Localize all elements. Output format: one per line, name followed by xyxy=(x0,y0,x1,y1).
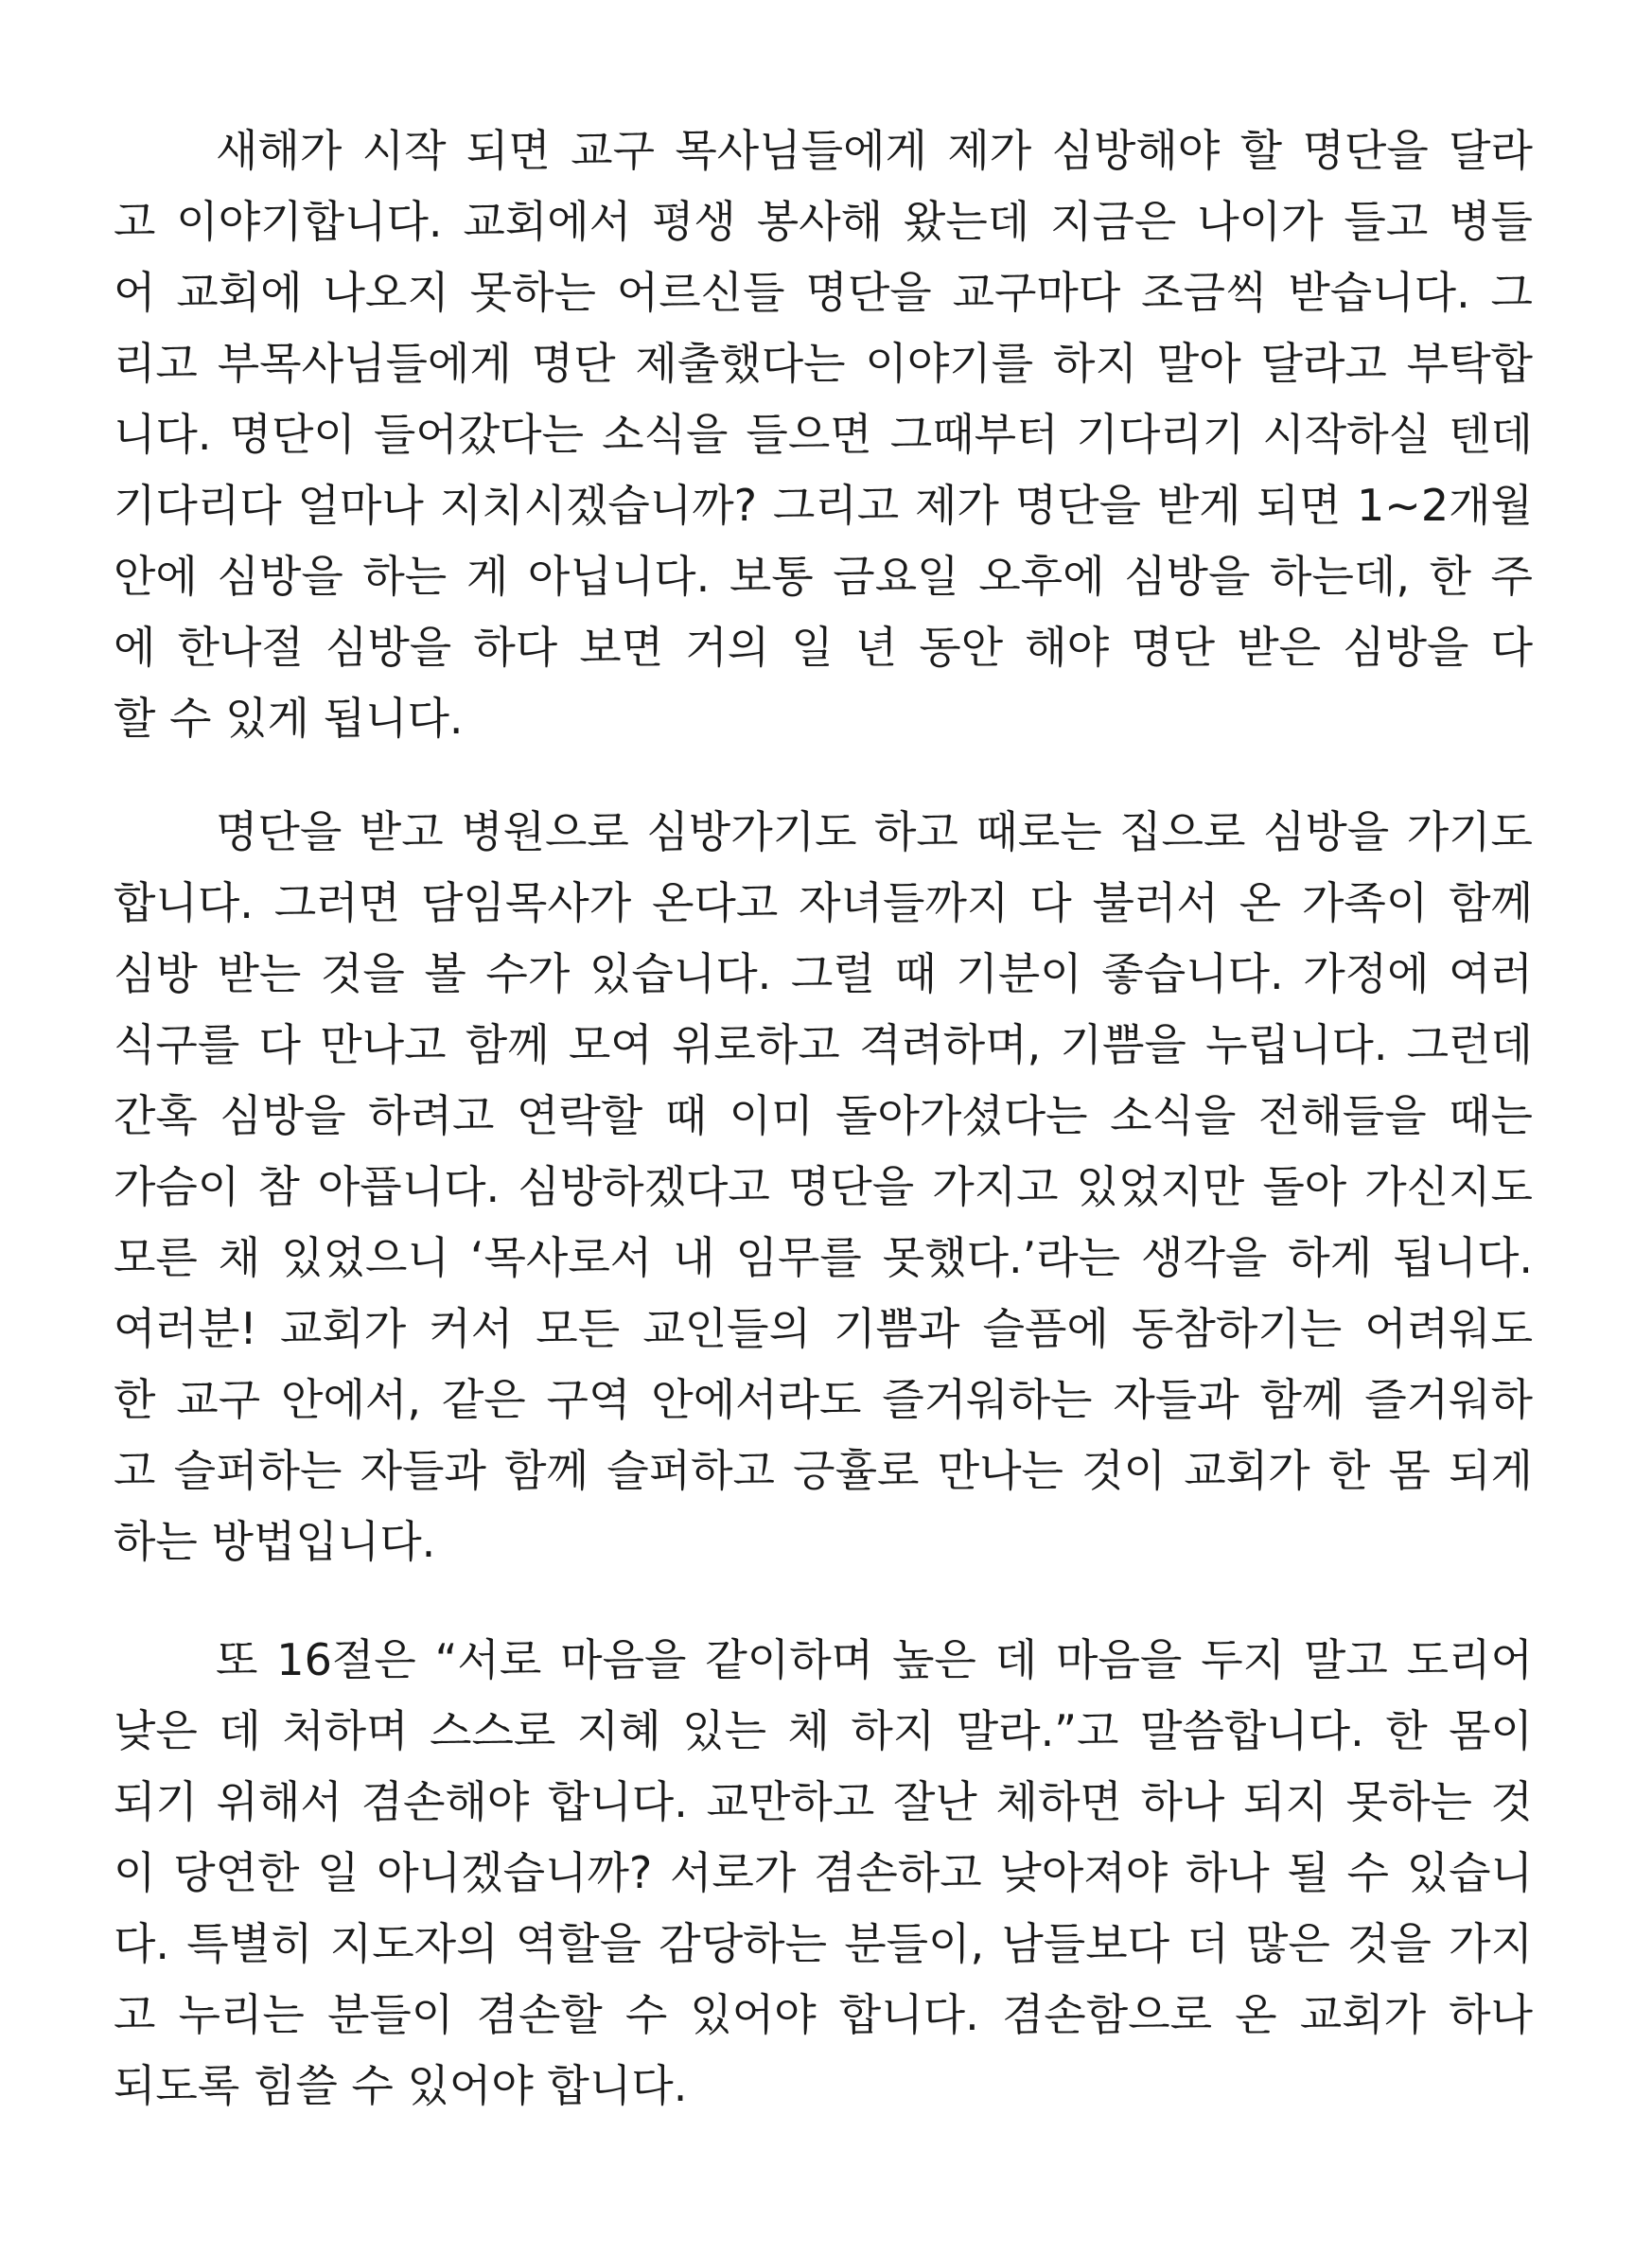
paragraph-line: 낮은 데 처하며 스스로 지혜 있는 체 하지 말라.”고 말씀합니다. 한 몸이 xyxy=(114,1705,1533,1756)
paragraph-line: 여러분! 교회가 커서 모든 교인들의 기쁨과 슬픔에 동참하기는 어려워도 xyxy=(114,1303,1533,1354)
paragraph-1 xyxy=(114,115,1533,754)
paragraph-line: 명단을 받고 병원으로 심방가기도 하고 때로는 집으로 심방을 가기도 xyxy=(216,806,1533,857)
paragraph-line: 어 교회에 나오지 못하는 어르신들 명단을 교구마다 조금씩 받습니다. 그 xyxy=(114,267,1533,318)
paragraph-line: 고 이야기합니다. 교회에서 평생 봉사해 왔는데 지금은 나이가 들고 병들 xyxy=(114,196,1533,247)
paragraph-line: 다. 특별히 지도자의 역할을 감당하는 분들이, 남들보다 더 많은 것을 가지 xyxy=(114,1918,1533,1969)
paragraph-line: 니다. 명단이 들어갔다는 소식을 들으면 그때부터 기다리기 시작하실 텐데 xyxy=(114,409,1533,460)
paragraph-3 xyxy=(114,1625,1533,2122)
paragraph-line: 간혹 심방을 하려고 연락할 때 이미 돌아가셨다는 소식을 전해들을 때는 xyxy=(114,1090,1533,1141)
paragraph-line: 심방 받는 것을 볼 수가 있습니다. 그럴 때 기분이 좋습니다. 가정에 여러 xyxy=(114,948,1533,999)
paragraph-line: 되도록 힘쓸 수 있어야 합니다. xyxy=(114,2060,688,2111)
paragraph-line: 에 한나절 심방을 하다 보면 거의 일 년 동안 해야 명단 받은 심방을 다 xyxy=(114,622,1533,673)
paragraph-line: 또 16절은 “서로 마음을 같이하며 높은 데 마음을 두지 말고 도리어 xyxy=(216,1634,1533,1685)
paragraph-line: 이 당연한 일 아니겠습니까? 서로가 겸손하고 낮아져야 하나 될 수 있습니 xyxy=(114,1847,1533,1898)
paragraph-line: 할 수 있게 됩니다. xyxy=(114,693,464,744)
paragraph-line: 고 슬퍼하는 자들과 함께 슬퍼하고 긍휼로 만나는 것이 교회가 한 몸 되게 xyxy=(114,1445,1533,1496)
paragraph-line: 가슴이 참 아픕니다. 심방하겠다고 명단을 가지고 있었지만 돌아 가신지도 xyxy=(114,1161,1533,1212)
paragraph-line: 안에 심방을 하는 게 아닙니다. 보통 금요일 오후에 심방을 하는데, 한 주 xyxy=(114,551,1533,602)
paragraph-line: 고 누리는 분들이 겸손할 수 있어야 합니다. 겸손함으로 온 교회가 하나 xyxy=(114,1989,1533,2040)
paragraph-line: 식구를 다 만나고 함께 모여 위로하고 격려하며, 기쁨을 누립니다. 그런데 xyxy=(114,1019,1533,1070)
paragraph-line: 하는 방법입니다. xyxy=(114,1516,436,1567)
paragraph-2 xyxy=(114,797,1533,1577)
paragraph-line: 새해가 시작 되면 교구 목사님들에게 제가 심방해야 할 명단을 달라 xyxy=(216,125,1533,176)
paragraph-line: 되기 위해서 겸손해야 합니다. 교만하고 잘난 체하면 하나 되지 못하는 것 xyxy=(114,1776,1533,1827)
paragraph-line: 모른 채 있었으니 ‘목사로서 내 임무를 못했다.’라는 생각을 하게 됩니다. xyxy=(114,1232,1533,1283)
paragraph-line: 한 교구 안에서, 같은 구역 안에서라도 즐거워하는 자들과 함께 즐거워하 xyxy=(114,1374,1533,1425)
paragraph-line: 기다리다 얼마나 지치시겠습니까? 그리고 제가 명단을 받게 되면 1~2개월 xyxy=(114,480,1533,531)
paragraph-line: 합니다. 그러면 담임목사가 온다고 자녀들까지 다 불러서 온 가족이 함께 xyxy=(114,877,1533,928)
paragraph-line: 리고 부목사님들에게 명단 제출했다는 이야기를 하지 말아 달라고 부탁합 xyxy=(114,338,1533,389)
